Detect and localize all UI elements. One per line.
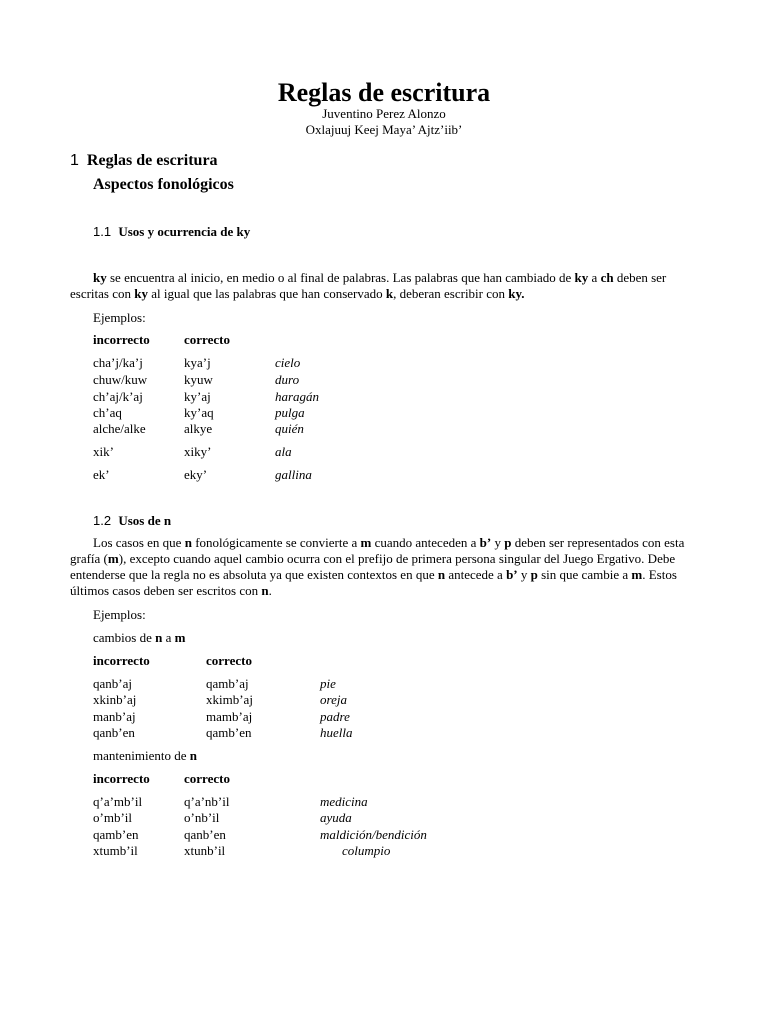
text-run: y [491,535,505,550]
incorrect-word: ek’ [93,467,110,482]
bold-term: n [261,583,269,598]
bold-term: ky [93,270,107,285]
text-run: deben ser representados con esta grafía ( [70,535,685,566]
correct-word: kyuw [184,372,213,387]
paragraph-text [70,535,684,598]
incorrect-word: o’mb’il [93,810,132,825]
incorrect-word: qanb’aj [93,676,132,691]
bold-term: p [504,535,512,550]
correct-word: xtunb’il [184,843,226,858]
text-run: ), excepto cuando aquel cambio ocurra con el prefijo de primera persona singular del Juego Ergativo. Debe entenderse que la regla no es absoluta ya que existen contextos en que [70,551,676,582]
meaning-word: cielo [275,355,301,370]
meaning-word: pulga [275,405,305,420]
incorrect-word: manb’aj [93,709,136,724]
column-header-correct: correcto [206,653,252,668]
section-1-2-title: Usos de n [118,513,172,528]
correct-word: mamb’aj [206,709,253,724]
text-run: cuando anteceden a [371,535,480,550]
change-label-text: cambios de [93,630,156,645]
paragraph-text [70,270,666,301]
change-label [93,630,185,646]
text-run: , deberan escribir con [393,286,509,301]
section-1-1-title: Usos y ocurrencia de ky [118,224,251,239]
page-title: Reglas de escritura [277,78,491,107]
correct-word: xkimb’aj [206,692,253,707]
change-to-letter: m [174,630,186,645]
meaning-word: padre [320,709,350,724]
meaning-word: duro [275,372,300,387]
meaning-word: ala [275,444,292,459]
meaning-word: oreja [320,692,347,707]
incorrect-word: ch’aj/k’aj [93,389,143,404]
section-1-2-number: 1.2 [93,513,112,528]
bold-term: m [107,551,119,566]
change-from-letter: n [155,630,163,645]
correct-word: ky’aj [184,389,211,404]
text-run: se encuentra al inicio, en medio o al final de palabras. Las palabras que han cambiado de [106,270,575,285]
section-1-subtitle: Aspectos fonológicos [93,176,234,193]
meaning-word: pie [320,676,336,691]
correct-word: qamb’en [206,725,252,740]
incorrect-word: alche/alke [93,421,146,436]
text-run: sin que cambie a [537,567,632,582]
examples-label: Ejemplos: [93,607,146,622]
correct-word: o’nb’il [184,810,220,825]
section-1-title: Reglas de escritura [86,152,218,169]
text-run: . Estos últimos casos deben ser escritos con [70,567,677,598]
correct-word: ky’aq [184,405,214,420]
meaning-word: quién [275,421,304,436]
bold-term: ch [600,270,614,285]
author-name: Juventino Perez Alonzo [322,106,446,121]
correct-word: qamb’aj [206,676,249,691]
bold-term: b’ [479,535,492,550]
section-1-heading [70,152,218,170]
section-1-1-heading [93,224,250,240]
column-header-correct: correcto [184,771,230,786]
section-1-2-paragraph [70,535,702,599]
correct-word: xiky’ [184,444,212,459]
bold-term: m [631,567,643,582]
correct-word: alkye [184,421,213,436]
meaning-word: medicina [320,794,368,809]
text-run: deben ser escritas con [70,270,667,301]
meaning-word: maldición/bendición [320,827,427,842]
correct-word: q’a’nb’il [184,794,230,809]
examples-label: Ejemplos: [93,310,146,325]
bold-term: n [437,567,446,582]
column-header-incorrect: incorrecto [93,332,150,347]
meaning-word: huella [320,725,353,740]
meaning-word: gallina [275,467,312,482]
keep-letter: n [189,748,197,763]
incorrect-word: xik’ [93,444,114,459]
meaning-word: ayuda [320,810,352,825]
incorrect-word: xtumb’il [93,843,138,858]
section-1-2-heading [93,513,171,529]
section-1-number: 1 [70,152,79,169]
incorrect-word: ch’aq [93,405,122,420]
correct-word: eky’ [184,467,208,482]
correct-word: kya’j [184,355,211,370]
incorrect-word: xkinb’aj [93,692,137,707]
text-run: al igual que las palabras que han conservado [148,286,386,301]
section-1-1-number: 1.1 [93,224,112,239]
text-run: fonológicamente se convierte a [191,535,361,550]
column-header-incorrect: incorrecto [93,653,150,668]
bold-term: k [385,286,394,301]
incorrect-word: qanb’en [93,725,135,740]
text-run: Los casos en que [93,535,185,550]
bold-term: ky [574,270,589,285]
bold-term: ky [134,286,148,301]
text-run: . [268,583,272,598]
incorrect-word: qamb’en [93,827,139,842]
column-header-correct: correcto [184,332,230,347]
bold-term: n [184,535,192,550]
bold-term: b’ [506,567,518,582]
text-run: y [517,567,531,582]
meaning-word: haragán [275,389,320,404]
column-header-incorrect: incorrecto [93,771,150,786]
organization-name: Oxlajuuj Keej Maya’ Ajtz’iib’ [305,122,463,137]
bold-term: p [530,567,538,582]
bold-term: ky. [508,286,525,301]
change-mid-text: a [162,630,175,645]
section-1-1-paragraph [70,270,702,302]
correct-word: qanb’en [184,827,226,842]
meaning-word: columpio [342,843,391,858]
text-run: a [588,270,601,285]
text-run: antecede a [445,567,507,582]
incorrect-word: chuw/kuw [93,372,148,387]
keep-label [93,748,197,764]
bold-term: m [360,535,372,550]
incorrect-word: q’a’mb’il [93,794,143,809]
keep-label-text: mantenimiento de [93,748,190,763]
incorrect-word: cha’j/ka’j [93,355,143,370]
